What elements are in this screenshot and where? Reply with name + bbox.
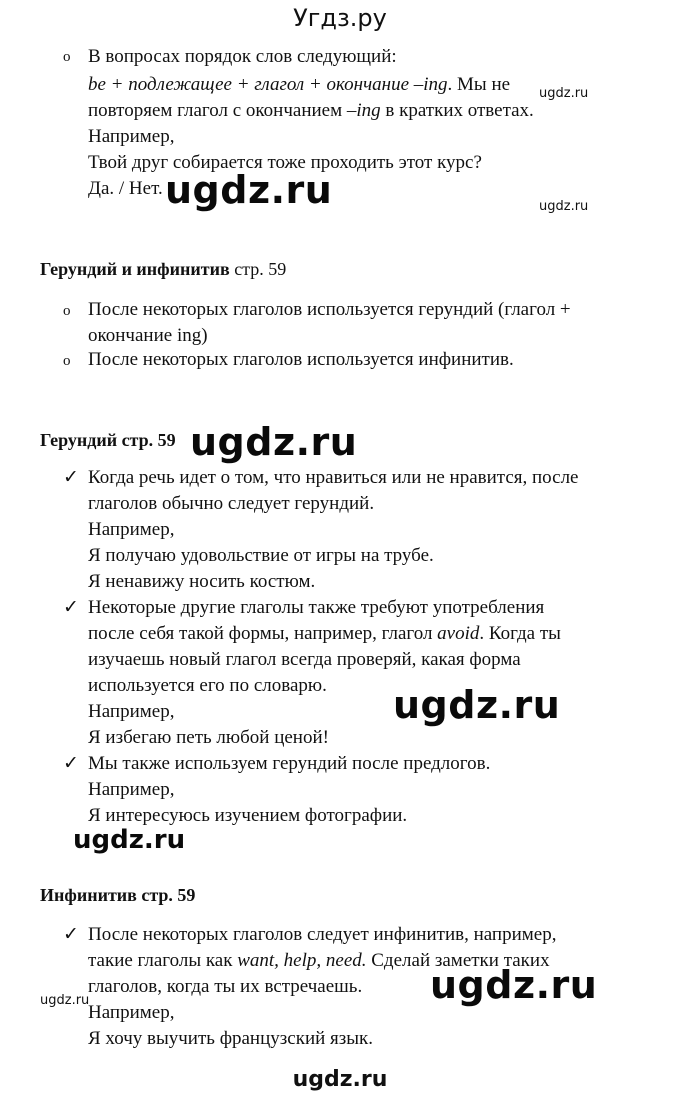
watermark-big: ugdz.ru (165, 168, 333, 212)
text-line: После некоторых глаголов используется инфинитив. (88, 349, 514, 370)
text-fragment: Сделай заметки таких (366, 950, 550, 971)
text-line: После некоторых глаголов следует инфинитив, например, (88, 924, 557, 945)
example-label: Например, (88, 701, 175, 722)
check-bullet-icon: ✓ (63, 596, 79, 618)
section-heading: Герундий стр. 59 (40, 430, 176, 450)
watermark-medium: ugdz.ru (73, 825, 186, 855)
footer-watermark: ugdz.ru (292, 1067, 388, 1092)
text-line: Я интересуюсь изучением фотографии. (88, 805, 408, 826)
watermark-big: ugdz.ru (430, 963, 598, 1007)
heading-page: стр. 59 (229, 259, 287, 279)
text-line: Я ненавижу носить костюм. (88, 571, 316, 592)
circle-bullet-icon: o (63, 49, 71, 65)
text-fragment: такие глаголы как (88, 950, 238, 971)
example-label: Например, (88, 1002, 175, 1023)
text-line: После некоторых глаголов используется герундий (глагол + (88, 299, 571, 320)
text-line: Я получаю удовольствие от игры на трубе. (88, 545, 434, 566)
text-line: Я избегаю петь любой ценой! (88, 727, 329, 748)
watermark-big: ugdz.ru (393, 683, 561, 727)
watermark-big: ugdz.ru (190, 420, 358, 464)
text-line: Некоторые другие глаголы также требуют употребления (88, 597, 545, 618)
text-fragment: в кратких ответах. (380, 100, 534, 121)
text-line: В вопросах порядок слов следующий: (88, 46, 397, 67)
watermark-small: ugdz.ru (539, 199, 589, 214)
text-line (88, 72, 510, 98)
text-line: глаголов обычно следует герундий. (88, 493, 375, 514)
text-fragment: . Когда ты (479, 623, 561, 644)
section-heading (40, 259, 286, 280)
text-line: глаголов, когда ты их встречаешь. (88, 976, 363, 997)
heading-bold: Герундий и инфинитив (40, 259, 230, 279)
watermark-small: ugdz.ru (40, 993, 90, 1008)
text-line (88, 621, 561, 647)
page-header-title: Угдз.ру (293, 4, 387, 32)
text-line (88, 98, 534, 124)
example-label: Например, (88, 519, 175, 540)
check-bullet-icon: ✓ (63, 466, 79, 488)
text-line: окончание ing) (88, 325, 208, 346)
verbs-italic: want, help, need. (237, 950, 367, 971)
example-label: Например, (88, 126, 175, 147)
circle-bullet-icon: o (63, 303, 71, 319)
text-fragment: . Мы не (447, 74, 511, 95)
text-line: изучаешь новый глагол всегда проверяй, какая форма (88, 649, 521, 670)
verb-italic: avoid (437, 623, 480, 644)
watermark-small: ugdz.ru (539, 86, 589, 101)
text-line: Я хочу выучить французский язык. (88, 1028, 374, 1049)
check-bullet-icon: ✓ (63, 923, 79, 945)
text-line: Мы также используем герундий после предлогов. (88, 753, 491, 774)
example-label: Например, (88, 779, 175, 800)
circle-bullet-icon: o (63, 353, 71, 369)
text-line: Да. / Нет. (88, 178, 163, 199)
text-line: Твой друг собирается тоже проходить этот курс? (88, 152, 482, 173)
text-fragment: повторяем глагол с окончанием (88, 100, 347, 121)
check-bullet-icon: ✓ (63, 752, 79, 774)
text-line: Когда речь идет о том, что нравиться или не нравится, после (88, 467, 579, 488)
formula-italic: be + подлежащее + глагол + окончание –ing (88, 74, 448, 95)
section-heading: Инфинитив стр. 59 (40, 885, 196, 905)
text-line: используется его по словарю. (88, 675, 327, 696)
text-fragment: после себя такой формы, например, глагол (88, 623, 438, 644)
suffix-italic: –ing (346, 100, 381, 121)
